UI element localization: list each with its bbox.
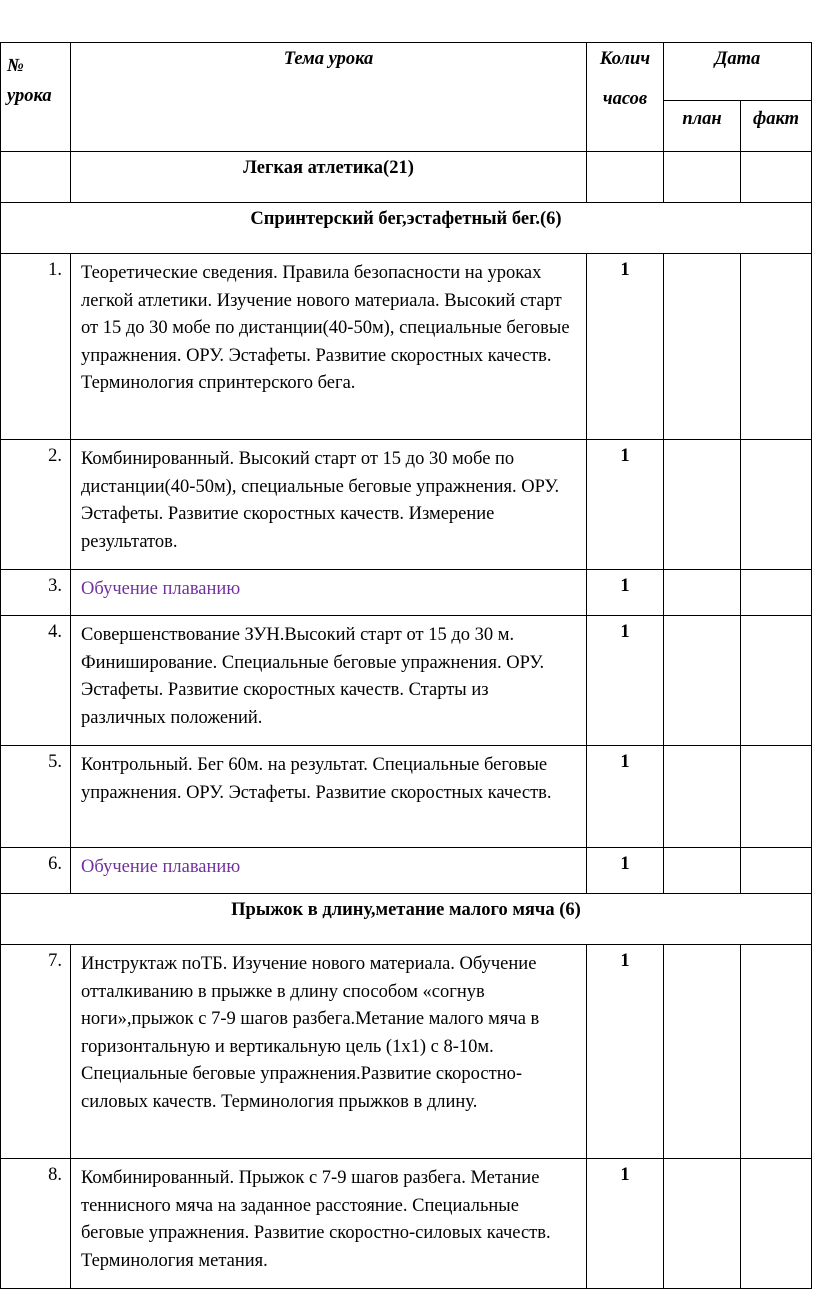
header-number-cell <box>1 43 71 152</box>
section-empty-num <box>1 152 71 203</box>
row-fact <box>741 570 812 616</box>
table-row <box>1 570 812 616</box>
header-number-line2: урока <box>7 86 52 106</box>
header-hours-line2: часов <box>602 89 648 109</box>
lesson-plan-table <box>0 42 812 1289</box>
row-topic: Обучение плаванию <box>71 848 587 894</box>
row-hours: 1 <box>587 848 664 894</box>
table-row <box>1 254 812 440</box>
table-row <box>1 616 812 746</box>
section-empty-plan <box>664 152 741 203</box>
header-topic: Тема урока <box>71 43 587 152</box>
row-plan <box>664 848 741 894</box>
row-number: 6. <box>1 848 71 894</box>
row-fact <box>741 440 812 570</box>
subsection-row <box>1 894 812 945</box>
header-hours-line1: Колич <box>599 49 651 69</box>
header-date: Дата <box>664 43 812 101</box>
row-fact <box>741 1159 812 1289</box>
row-plan <box>664 570 741 616</box>
row-topic: Контрольный. Бег 60м. на результат. Специальные беговые упражнения. ОРУ. Эстафеты. Развитие скоростных качеств. <box>71 746 587 848</box>
row-hours: 1 <box>587 746 664 848</box>
row-plan <box>664 254 741 440</box>
row-fact <box>741 616 812 746</box>
header-row <box>1 43 812 101</box>
row-fact <box>741 746 812 848</box>
row-number: 2. <box>1 440 71 570</box>
header-fact: факт <box>741 100 812 151</box>
row-fact <box>741 848 812 894</box>
section-row <box>1 152 812 203</box>
header-hours-cell <box>587 43 664 152</box>
row-hours: 1 <box>587 254 664 440</box>
row-plan <box>664 746 741 848</box>
header-number-line1: № <box>7 56 24 76</box>
row-hours: 1 <box>587 945 664 1159</box>
table-row <box>1 440 812 570</box>
section-empty-fact <box>741 152 812 203</box>
row-topic: Теоретические сведения. Правила безопасности на уроках легкой атлетики. Изучение нового материала. Высокий старт от 15 до 30 мобе по дистанции(40-50м), специальные беговые упражнения. ОРУ. Эстафеты. Развитие скоростных качеств. Терминология спринтерского бега. <box>71 254 587 440</box>
row-hours: 1 <box>587 1159 664 1289</box>
row-hours: 1 <box>587 616 664 746</box>
row-number: 7. <box>1 945 71 1159</box>
row-topic: Обучение плаванию <box>71 570 587 616</box>
row-topic: Комбинированный. Высокий старт от 15 до 30 мобе по дистанции(40-50м), специальные беговые упражнения. ОРУ. Эстафеты. Развитие скоростных качеств. Измерение результатов. <box>71 440 587 570</box>
row-fact <box>741 945 812 1159</box>
row-topic: Комбинированный. Прыжок с 7-9 шагов разбега. Метание теннисного мяча на заданное расстояние. Специальные беговые упражнения. Развитие скоростно-силовых качеств. Терминология метания. <box>71 1159 587 1289</box>
section-empty-hours <box>587 152 664 203</box>
header-plan: план <box>664 100 741 151</box>
row-hours: 1 <box>587 570 664 616</box>
row-number: 4. <box>1 616 71 746</box>
row-fact <box>741 254 812 440</box>
table-row <box>1 848 812 894</box>
row-topic: Совершенствование ЗУН.Высокий старт от 15 до 30 м. Финиширование. Специальные беговые упражнения. ОРУ. Эстафеты. Развитие скоростных качеств. Старты из различных положений. <box>71 616 587 746</box>
row-plan <box>664 1159 741 1289</box>
row-hours: 1 <box>587 440 664 570</box>
subsection-row <box>1 203 812 254</box>
subsection-title: Спринтерский бег,эстафетный бег.(6) <box>1 203 812 254</box>
row-plan <box>664 440 741 570</box>
row-topic: Инструктаж поТБ. Изучение нового материала. Обучение отталкиванию в прыжке в длину способом «согнув ноги»,прыжок с 7-9 шагов разбега.Метание малого мяча в горизонтальную и вертикальную цель (1х1) с 8-10м. Специальные беговые упражнения.Развитие скоростно-силовых качеств. Терминология прыжков в длину. <box>71 945 587 1159</box>
row-plan <box>664 616 741 746</box>
row-number: 5. <box>1 746 71 848</box>
section-title: Легкая атлетика(21) <box>71 152 587 203</box>
subsection-title: Прыжок в длину,метание малого мяча (6) <box>1 894 812 945</box>
table-row <box>1 945 812 1159</box>
row-number: 8. <box>1 1159 71 1289</box>
row-number: 3. <box>1 570 71 616</box>
row-plan <box>664 945 741 1159</box>
row-number: 1. <box>1 254 71 440</box>
table-row <box>1 1159 812 1289</box>
table-row <box>1 746 812 848</box>
